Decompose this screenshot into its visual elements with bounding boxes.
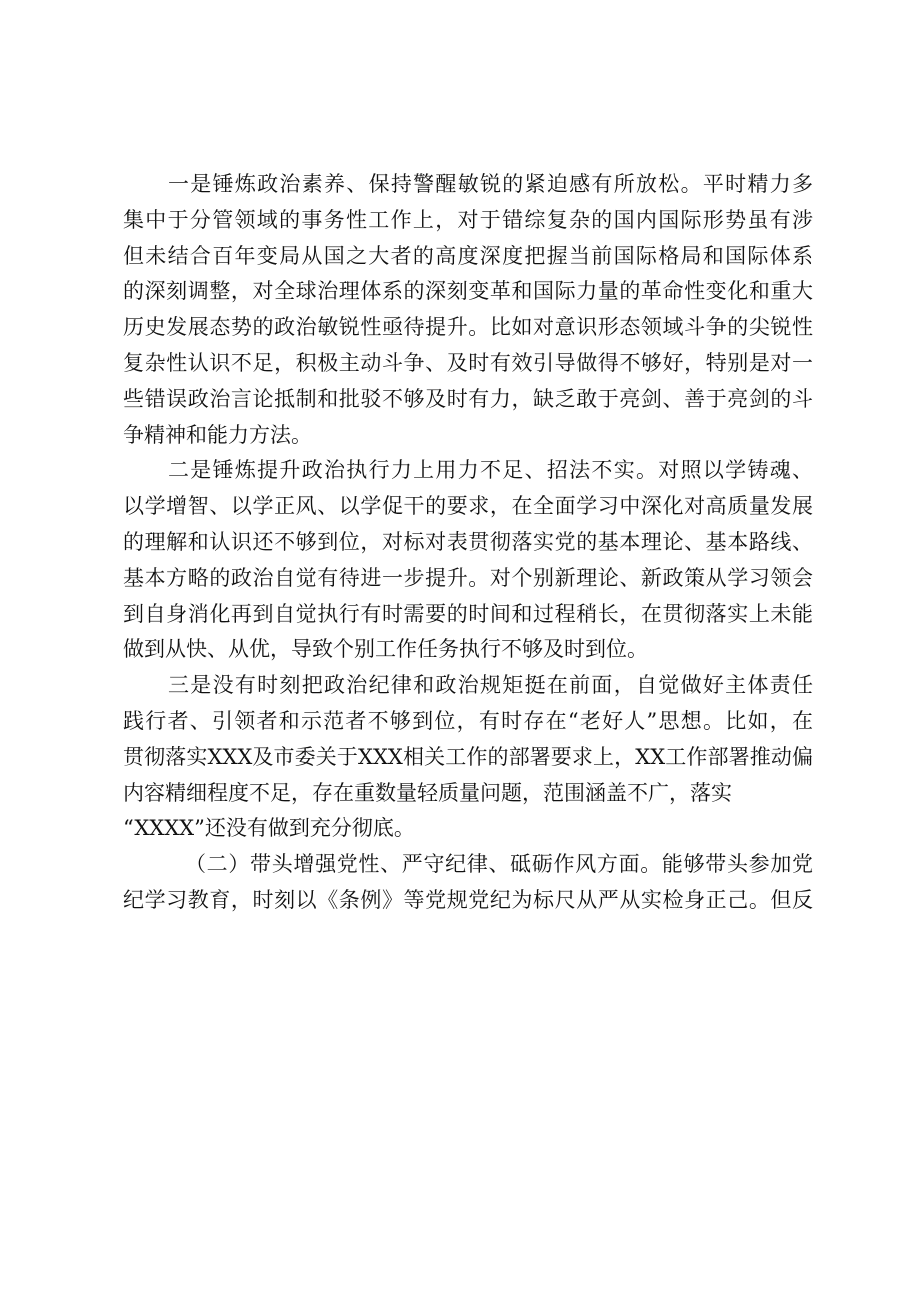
text-line: 些错误政治言论抵制和批驳不够及时有力，缺乏敢于亮剑、善于亮剑的斗 xyxy=(123,386,813,411)
text-line: 内容精细程度不足，存在重数量轻质量问题，范围涵盖不广，落实 xyxy=(123,780,732,805)
text-line: 的理解和认识还不够到位，对标对表贯彻落实党的基本理论、基本路线、 xyxy=(123,529,813,554)
text-line: 做到从快、从优，导致个别工作任务执行不够及时到位。 xyxy=(123,637,648,662)
text-line: 历史发展态势的政治敏锐性亟待提升。比如对意识形态领域斗争的尖锐性 xyxy=(123,315,813,340)
document-body xyxy=(123,167,813,919)
text-line: 二是锤炼提升政治执行力上用力不足、招法不实。对照以学铸魂、 xyxy=(168,458,813,483)
paragraph-1 xyxy=(123,167,813,453)
text-line: 的深刻调整，对全球治理体系的深刻变革和国际力量的革命性变化和重大 xyxy=(123,279,813,304)
text-line: 复杂性认识不足，积极主动斗争、及时有效引导做得不够好，特别是对一 xyxy=(123,350,813,375)
paragraph-3 xyxy=(123,668,813,847)
text-line: 到自身消化再到自觉执行有时需要的时间和过程稍长，在贯彻落实上未能 xyxy=(123,601,813,626)
paragraph-2 xyxy=(123,453,813,668)
text-line: 但未结合百年变局从国之大者的高度深度把握当前国际格局和国际体系 xyxy=(123,243,813,268)
paragraph-4 xyxy=(123,847,813,919)
text-line: “XXXX”还没有做到充分彻底。 xyxy=(123,816,415,841)
text-line: 集中于分管领域的事务性工作上，对于错综复杂的国内国际形势虽有涉 xyxy=(123,207,813,232)
text-line: 三是没有时刻把政治纪律和政治规矩挺在前面，自觉做好主体责任 xyxy=(168,673,813,698)
text-line: 以学增智、以学正风、以学促干的要求，在全面学习中深化对高质量发展 xyxy=(123,494,813,519)
text-line: （二）带头增强党性、严守纪律、砥砺作风方面。能够带头参加党 xyxy=(185,852,813,877)
text-line: 基本方略的政治自觉有待进一步提升。对个别新理论、新政策从学习领会 xyxy=(123,565,813,590)
text-line: 纪学习教育，时刻以《条例》等党规党纪为标尺从严从实检身正己。但反 xyxy=(123,887,813,912)
text-line: 践行者、引领者和示范者不够到位，有时存在“老好人”思想。比如，在 xyxy=(123,708,813,733)
text-line: 贯彻落实XXX及市委关于XXX相关工作的部署要求上，XX工作部署推动偏 xyxy=(123,744,813,769)
text-line: 一是锤炼政治素养、保持警醒敏锐的紧迫感有所放松。平时精力多 xyxy=(168,172,813,196)
text-line: 争精神和能力方法。 xyxy=(123,422,312,447)
